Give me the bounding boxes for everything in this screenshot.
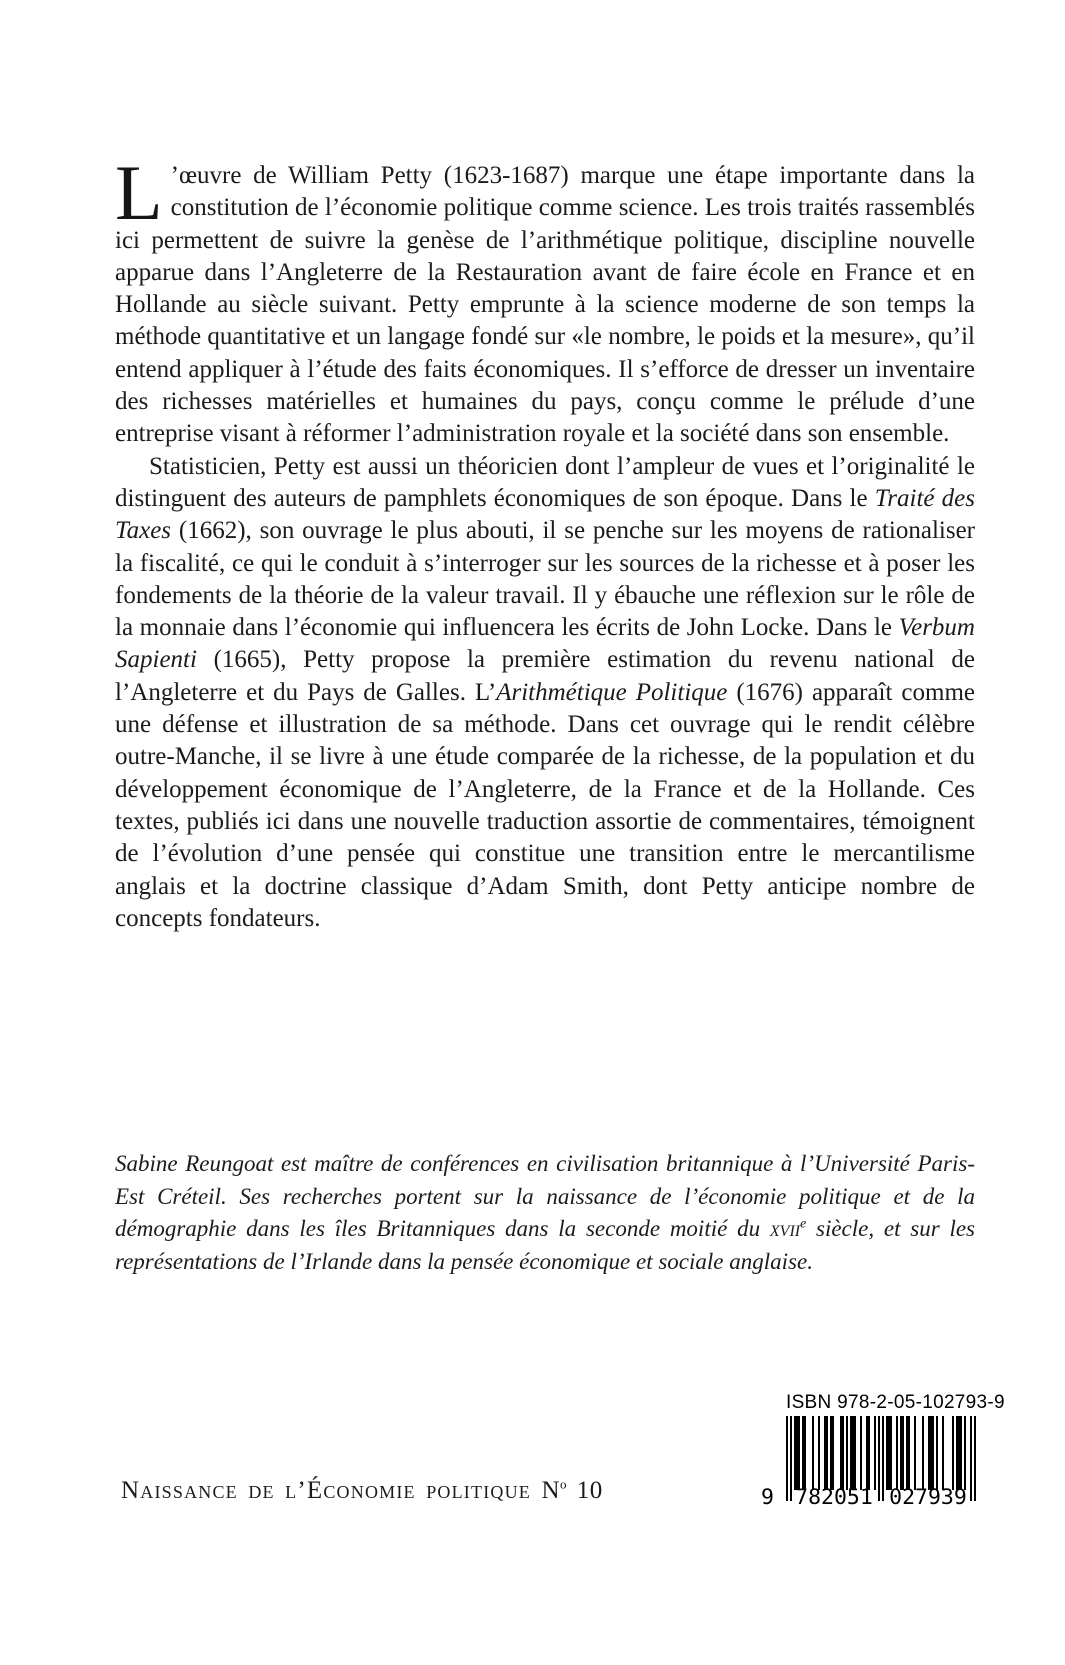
blurb-paragraph-1 (115, 149, 975, 451)
series-name: Naissance de l’Économie politique (121, 1477, 531, 1504)
author-bio (115, 1148, 975, 1278)
barcode-digit-lead: 9 (761, 1485, 774, 1510)
blurb-paragraph-2: Statisticien, Petty est aussi un théoricien dont l’ampleur de vues et l’originalité le distinguent des auteurs de pamphlets économiques de son époque. Dans le Traité des Taxes (1662), son ouvrage le plus abouti, il se penche sur les moyens de rationaliser la fiscalité, ce qui le conduit à s’interroger sur les sources de la richesse et à poser les fondements de la théorie de la valeur travail. Il y ébauche une réflexion sur le rôle de la monnaie dans l’économie qui influencera les écrits de John Locke. Dans le Verbum Sapienti (1665), Petty propose la première estimation du revenu national de l’Angleterre et du Pays de Galles. L’Arithmétique Politique (1676) apparaît comme une défense et illustration de sa méthode. Dans cet ouvrage qui le rendit célèbre outre-Manche, il se livre à une étude comparée de la richesse, de la population et du développement économique de l’Angleterre, de la France et de la Hollande. Ces textes, publiés ici dans une nouvelle traduction assortie de commentaires, témoignent de l’évolution d’une pensée qui constitue une transition entre le mercantilisme anglais et la doctrine classique d’Adam Smith, dont Petty anticipe nombre de concepts fondateurs. (115, 452, 975, 932)
series-title (121, 1477, 603, 1505)
blurb (115, 149, 975, 935)
series-number: $N^o$ 10 (541, 1476, 603, 1504)
ean13-barcode (760, 1416, 980, 1516)
drop-cap: L (115, 149, 163, 236)
blurb-paragraph-1-text: ’œuvre de William Petty (1623-1687) marque une étape importante dans la constitution de l’économie politique comme science. Les trois traités rassemblés ici permettent de suivre la genèse de l’arithmétique politique, discipline nouvelle apparue dans l’Angleterre de la Restauration avant de faire école en France et en Hollande au siècle suivant. Petty emprunte à la science moderne de son temps la méthode quantitative et un langage fondé sur «le nombre, le poids et la mesure», qu’il entend appliquer à l’étude des faits économiques. Il s’efforce de dresser un inventaire des richesses matérielles et humaines du pays, conçu comme le prélude d’une entreprise visant à réformer l’administration royale et la société dans son ensemble. (115, 162, 975, 448)
barcode-digits-left: 782051 (795, 1485, 873, 1510)
barcode-digits-right: 027939 (889, 1485, 967, 1510)
isbn-barcode-block (760, 1392, 1005, 1516)
author-bio-text: Sabine Reungoat est maître de conférences en civilisation britannique à l’Université Paris-Est Créteil. Ses recherches portent sur la naissance de l’économie politique et de la démographie dans les îles Britanniques dans la seconde moitié du xvii$^e$ siècle, et sur les représentations de l’Irlande dans la pensée économique et sociale anglaise. (115, 1151, 976, 1274)
isbn-label: ISBN 978-2-05-102793-9 (786, 1392, 1005, 1413)
